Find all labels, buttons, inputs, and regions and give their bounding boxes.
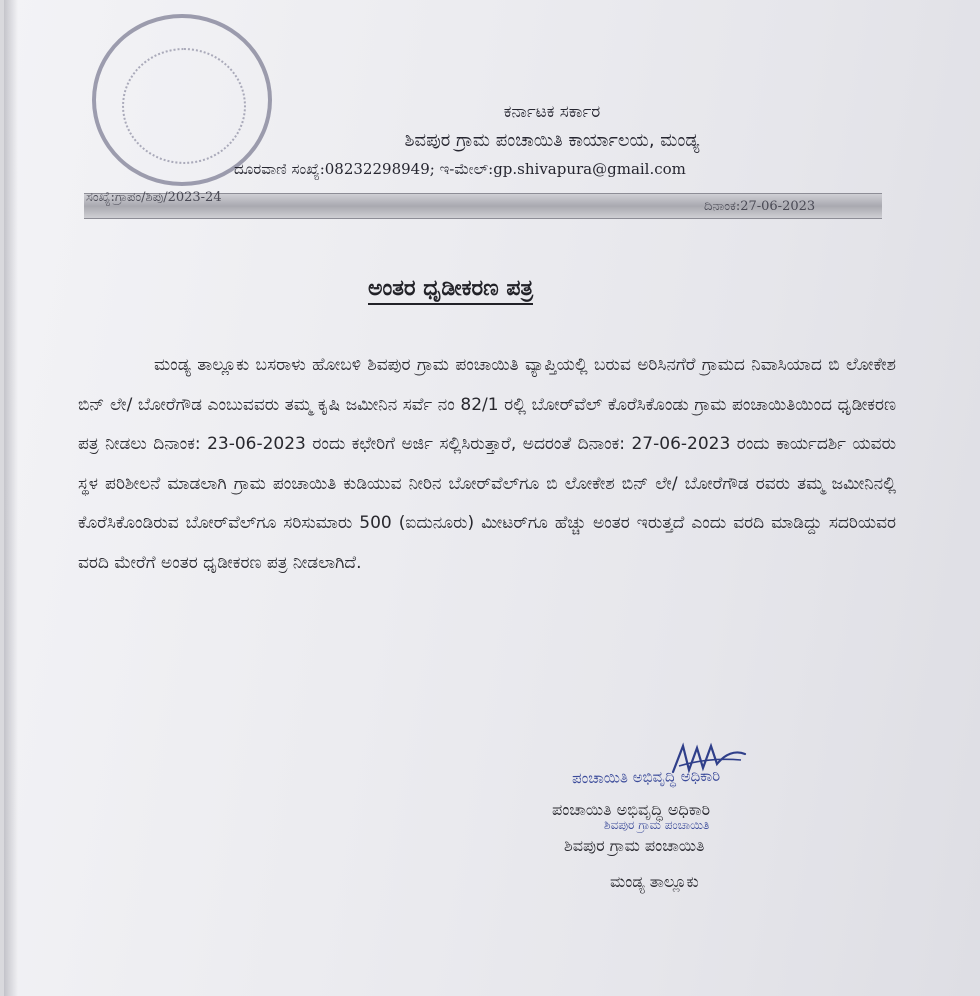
stamp-designation: ಪಂಚಾಯಿತಿ ಅಭಿವೃದ್ಧಿ ಅಧಿಕಾರಿ xyxy=(571,766,721,788)
letter-body: ಮಂಡ್ಯ ತಾಲ್ಲೂಕು ಬಸರಾಳು ಹೋಬಳಿ ಶಿವಪುರ ಗ್ರಾಮ ಪಂಚಾಯಿತಿ ವ್ಯಾಪ್ತಿಯಲ್ಲಿ ಬರುವ ಅರಿಸಿನಗೆರೆ ಗ್ರಾಮದ ನಿವಾಸಿಯಾದ ಬಿ ಲೋಕೇಶ ಬಿನ್ ಲೇ/ ಬೋರೆಗೌಡ ಎಂಬುವವರು ತಮ್ಮ ಕೃಷಿ ಜಮೀನಿನ ಸರ್ವೆ ನಂ 82/1 ರಲ್ಲಿ ಬೋರ್‌ವೆಲ್ ಕೊರೆಸಿಕೊಂಡು ಗ್ರಾಮ ಪಂಚಾಯಿತಿಯಿಂದ ಧೃಡೀಕರಣ ಪತ್ರ ನೀಡಲು ದಿನಾಂಕ: 23-06-2023 ರಂದು ಕಛೇರಿಗೆ ಅರ್ಜಿ ಸಲ್ಲಿಸಿರುತ್ತಾರೆ, ಅದರಂತೆ ದಿನಾಂಕ: 27-06-2023 ರಂದು ಕಾರ್ಯದರ್ಶಿ ಯವರು ಸ್ಥಳ ಪರಿಶೀಲನೆ ಮಾಡಲಾಗಿ ಗ್ರಾಮ ಪಂಚಾಯಿತಿ ಕುಡಿಯುವ ನೀರಿನ ಬೋರ್‌ವೆಲ್‌ಗೂ ಬಿ ಲೋಕೇಶ ಬಿನ್ ಲೇ/ ಬೋರೆಗೌಡ ರವರು ತಮ್ಮ ಜಮೀನಿನಲ್ಲಿ ಕೊರೆಸಿಕೊಂಡಿರುವ ಬೋರ್‌ವೆಲ್‌ಗೂ ಸರಿಸುಮಾರು 500 (ಐದುನೂರು) ಮೀಟರ್‌ಗೂ ಹೆಚ್ಚು ಅಂತರ ಇರುತ್ತದೆ ಎಂದು ವರದಿ ಮಾಡಿದ್ದು ಸದರಿಯವರ ವರದಿ ಮೇರೆಗೆ ಅಂತರ ಧೃಡೀಕರಣ ಪತ್ರ ನೀಡಲಾಗಿದೆ. xyxy=(78,355,896,573)
stamp-office: ಶಿವಪುರ ಗ್ರಾಮ ಪಂಚಾಯಿತಿ xyxy=(604,818,710,832)
signatory-designation: ಪಂಚಾಯಿತಿ ಅಭಿವೃದ್ಧಿ ಅಧಿಕಾರಿ xyxy=(552,800,711,819)
signatory-office: ಶಿವಪುರ ಗ್ರಾಮ ಪಂಚಾಯಿತಿ xyxy=(564,836,705,855)
government-name: ಕರ್ನಾಟಕ ಸರ್ಕಾರ xyxy=(503,102,601,122)
contact-line: ದೂರವಾಣಿ ಸಂಖ್ಯೆ:08232298949; ಇ-ಮೇಲ್:gp.shivapura@gmail.com xyxy=(234,160,686,178)
letter-sheet xyxy=(4,0,980,996)
letter-date: ದಿನಾಂಕ:27-06-2023 xyxy=(704,199,816,214)
office-name: ಶಿವಪುರ ಗ್ರಾಮ ಪಂಚಾಯಿತಿ ಕಾರ್ಯಾಲಯ, ಮಂಡ್ಯ xyxy=(404,130,700,151)
signatory-taluk: ಮಂಡ್ಯ ತಾಲ್ಲೂಕು xyxy=(610,872,699,891)
reference-number: ಸಂಖ್ಯೆ:ಗ್ರಾಪಂ/ಶಿಪು/2023-24 xyxy=(86,190,222,205)
page-edge-shadow xyxy=(4,0,18,996)
signature-block xyxy=(552,792,852,900)
letter-title: ಅಂತರ ಧೃಡೀಕರಣ ಪತ್ರ xyxy=(368,276,533,305)
